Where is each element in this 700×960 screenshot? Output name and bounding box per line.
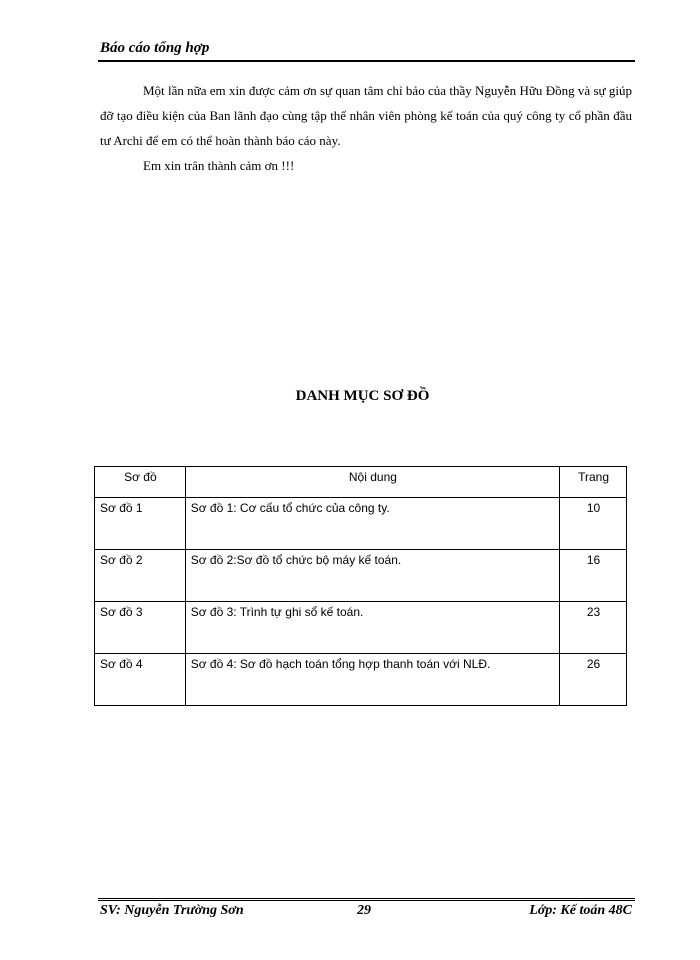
row-diagram-id: Sơ đồ 2 bbox=[95, 550, 186, 602]
column-header-content: Nội dung bbox=[185, 467, 559, 498]
diagram-list-title: DANH MỤC SƠ ĐỒ bbox=[295, 388, 430, 404]
row-diagram-content: Sơ đồ 3: Trình tự ghi sổ kế toán. bbox=[185, 602, 559, 654]
footer-page-number: 29 bbox=[357, 903, 371, 918]
diagram-list-table bbox=[94, 466, 627, 706]
table-header-row bbox=[95, 467, 627, 498]
row-diagram-content: Sơ đồ 1: Cơ cấu tổ chức của công ty. bbox=[185, 498, 559, 550]
row-diagram-id: Sơ đồ 4 bbox=[95, 654, 186, 706]
column-header-diagram: Sơ đồ bbox=[95, 467, 186, 498]
row-diagram-id: Sơ đồ 1 bbox=[95, 498, 186, 550]
row-page-number: 26 bbox=[560, 654, 627, 706]
table-row bbox=[95, 654, 627, 706]
acknowledgement-paragraph: Một lần nữa em xin được cảm ơn sự quan tâm chỉ bảo của thầy Nguyễn Hữu Đồng và sự giúp đỡ tạo điều kiện của Ban lãnh đạo cùng tập thể nhân viên phòng kế toán của quý công ty cổ phần đầu tư Archi để em có thể hoàn thành báo cáo này. bbox=[100, 83, 632, 148]
table-row bbox=[95, 602, 627, 654]
body-text bbox=[100, 78, 632, 178]
row-diagram-content: Sơ đồ 4: Sơ đồ hạch toán tổng hợp thanh toán với NLĐ. bbox=[185, 654, 559, 706]
table-row bbox=[95, 498, 627, 550]
document-header-title: Báo cáo tổng hợp bbox=[100, 40, 210, 56]
footer-student-name: SV: Nguyễn Trường Sơn bbox=[100, 903, 244, 918]
header-rule bbox=[98, 60, 635, 62]
row-page-number: 16 bbox=[560, 550, 627, 602]
table-row bbox=[95, 550, 627, 602]
column-header-page: Trang bbox=[560, 467, 627, 498]
thanks-paragraph: Em xin trân thành cảm ơn !!! bbox=[143, 158, 295, 173]
row-page-number: 23 bbox=[560, 602, 627, 654]
footer-rule bbox=[98, 898, 635, 901]
footer-class-name: Lớp: Kế toán 48C bbox=[529, 903, 632, 918]
row-diagram-id: Sơ đồ 3 bbox=[95, 602, 186, 654]
row-diagram-content: Sơ đồ 2:Sơ đồ tổ chức bộ máy kế toán. bbox=[185, 550, 559, 602]
row-page-number: 10 bbox=[560, 498, 627, 550]
